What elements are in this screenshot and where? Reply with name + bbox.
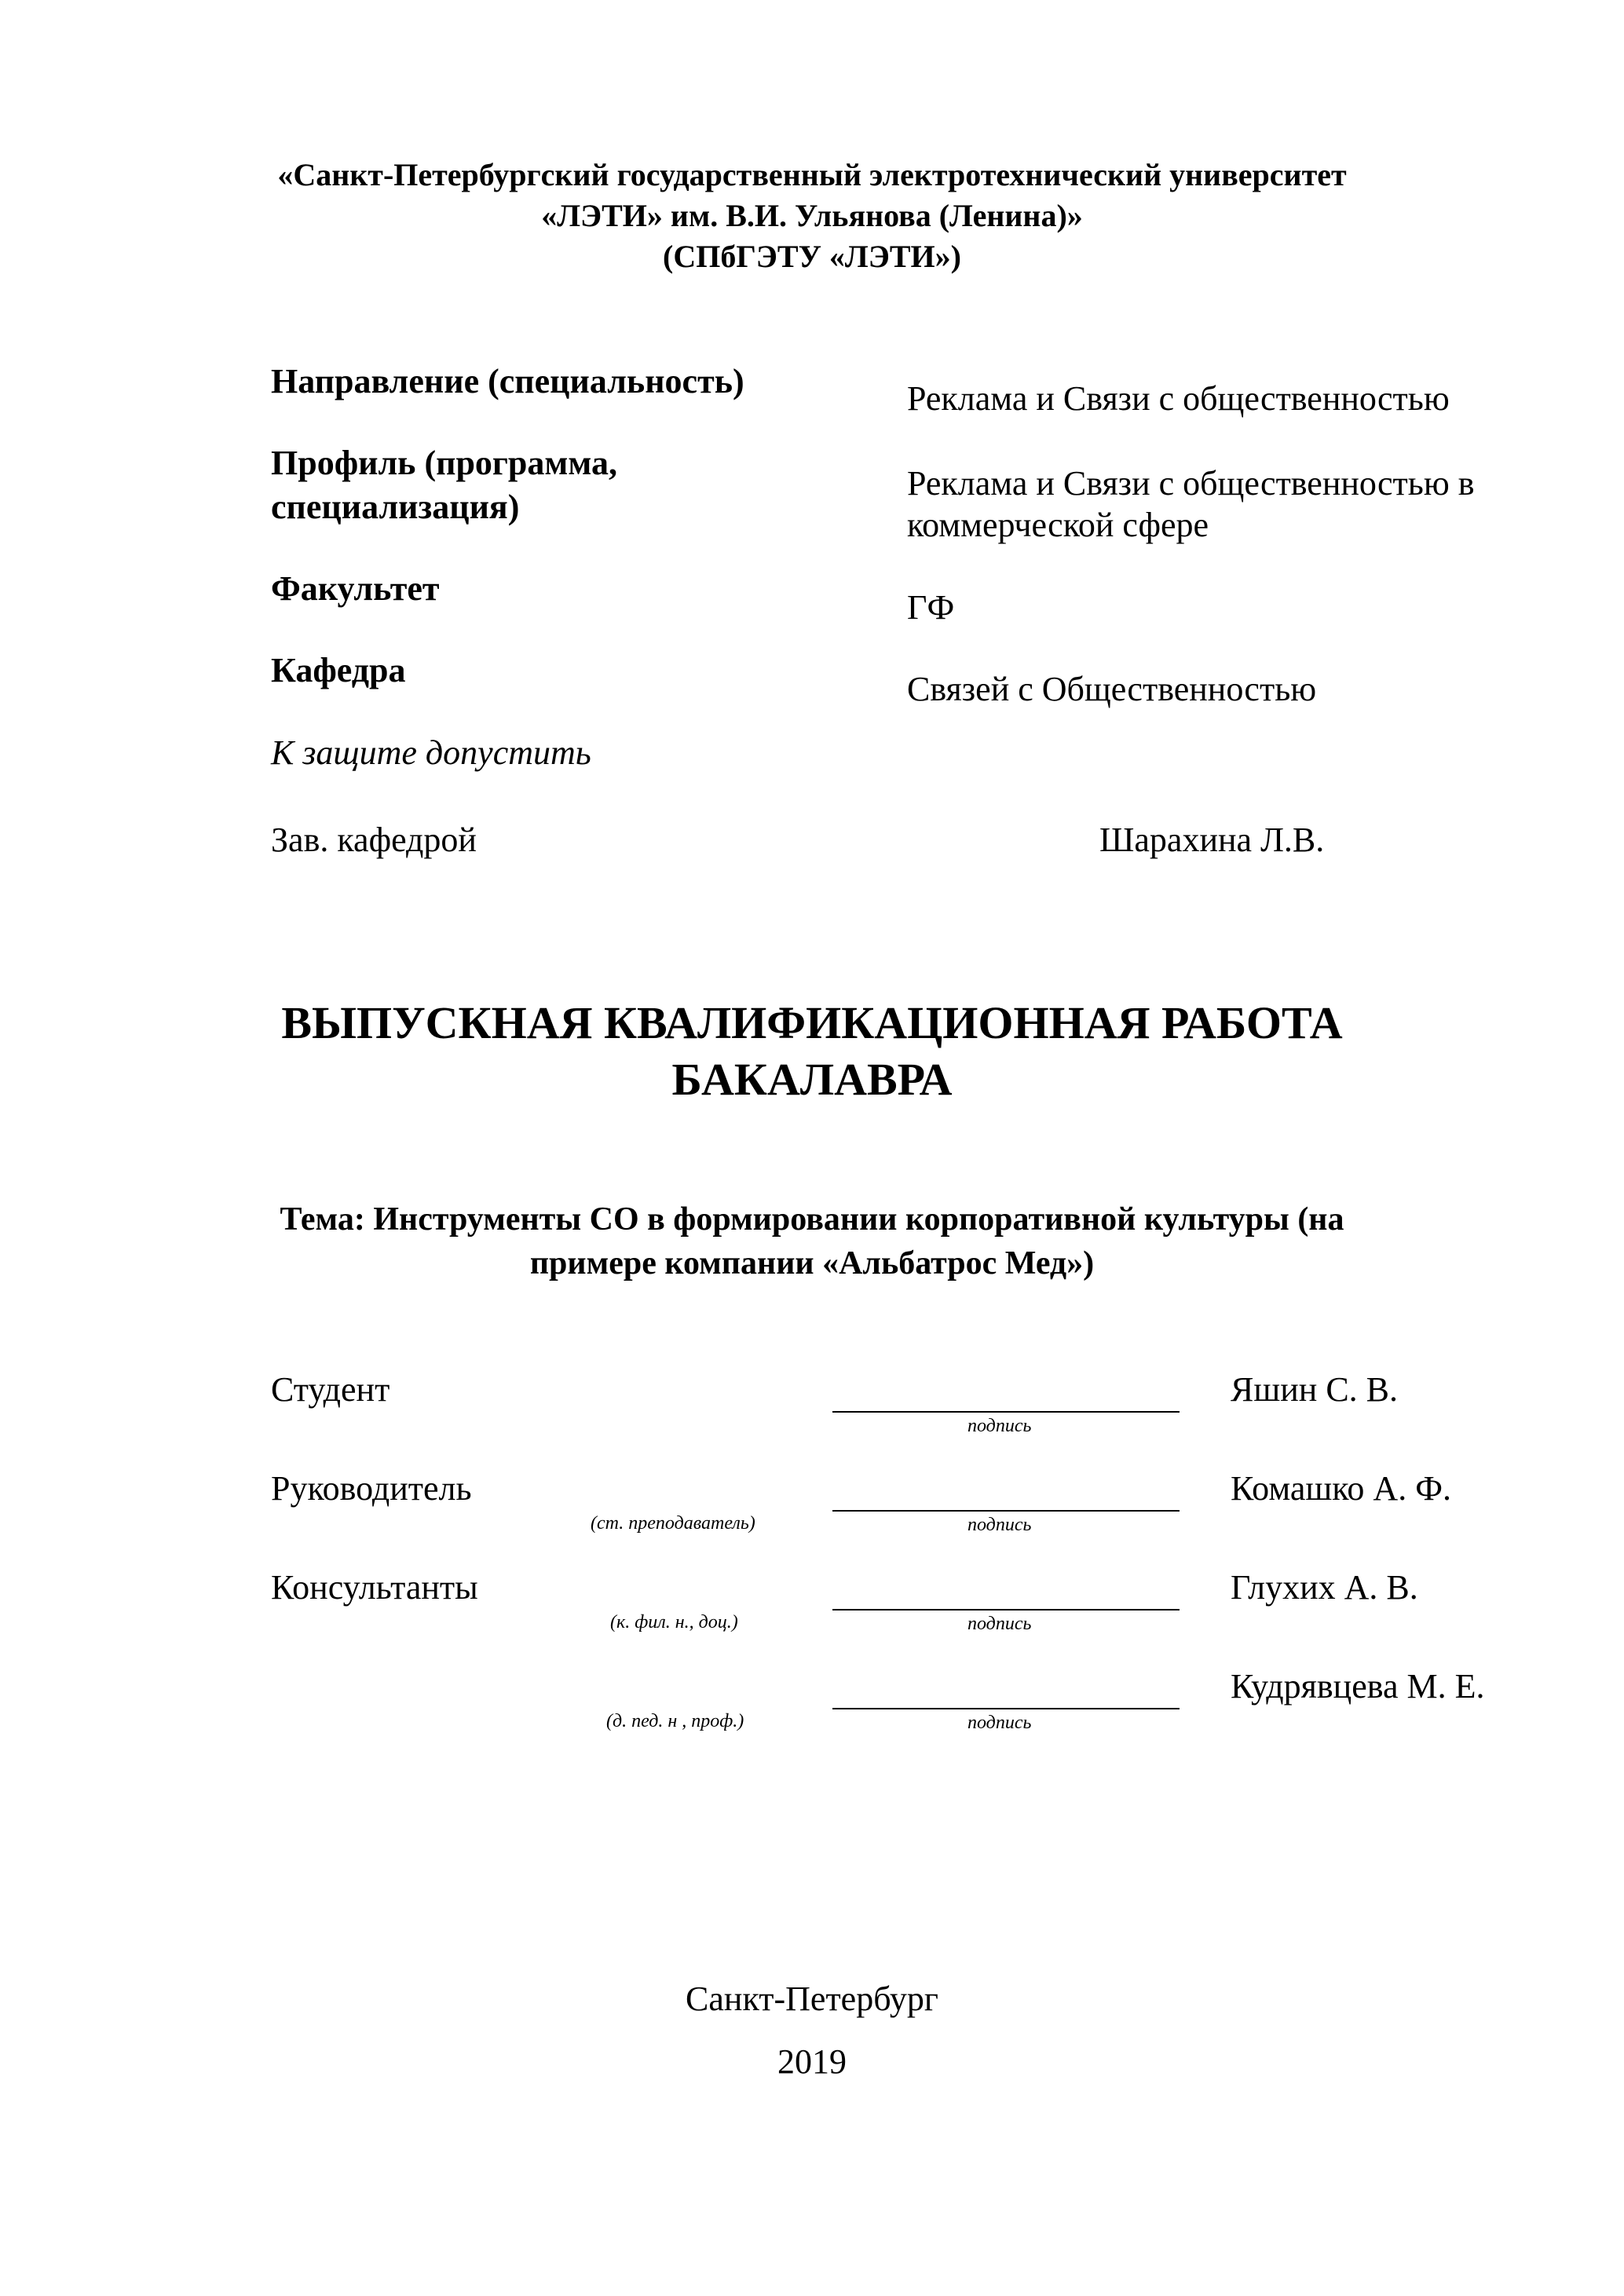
consultant-2-signature-caption: подпись (967, 1713, 1032, 1733)
city: Санкт-Петербург (686, 1980, 938, 2018)
department-label: Кафедра (271, 651, 406, 689)
student-signature-line (832, 1411, 1180, 1413)
consultant-2-signature-line (832, 1708, 1180, 1709)
supervisor-signature-line (832, 1510, 1180, 1512)
consultant-1-signature-caption: подпись (967, 1614, 1032, 1634)
department-head-name: Шарахина Л.В. (1099, 821, 1325, 859)
work-title-line-2: БАКАЛАВРА (671, 1054, 953, 1105)
profile-label-line-2: специализация) (271, 488, 520, 526)
university-name-line-2: «ЛЭТИ» им. В.И. Ульянова (Ленина)» (541, 198, 1083, 233)
consultant-1-name: Глухих А. В. (1231, 1568, 1418, 1607)
topic-line-2: примере компании «Альбатрос Мед») (529, 1245, 1095, 1281)
university-abbreviation: (СПбГЭТУ «ЛЭТИ») (663, 239, 961, 274)
student-name: Яшин С. В. (1231, 1370, 1399, 1409)
supervisor-signature-caption: подпись (967, 1515, 1032, 1535)
profile-label-line-1: Профиль (программа, (271, 444, 618, 482)
supervisor-role: Руководитель (271, 1469, 472, 1508)
student-signature-caption: подпись (967, 1416, 1032, 1436)
profile-value-line-2: коммерческой сфере (907, 506, 1209, 544)
admission-text: К защите допустить (271, 733, 591, 772)
direction-label: Направление (специальность) (271, 362, 744, 400)
year: 2019 (777, 2042, 847, 2081)
profile-value-line-1: Реклама и Связи с общественностью в (907, 464, 1475, 503)
work-title-line-1: ВЫПУСКНАЯ КВАЛИФИКАЦИОННАЯ РАБОТА (281, 997, 1343, 1048)
topic-line-1: Тема: Инструменты СО в формировании корпоративной культуры (на (280, 1201, 1344, 1238)
supervisor-position: (ст. преподаватель) (591, 1513, 755, 1534)
department-head-label: Зав. кафедрой (271, 821, 477, 859)
consultant-2-name: Кудрявцева М. Е. (1231, 1667, 1485, 1706)
faculty-label: Факультет (271, 569, 440, 608)
student-role: Студент (271, 1370, 390, 1409)
department-value: Связей с Общественностью (907, 670, 1317, 708)
university-name-line-1: «Санкт-Петербургский государственный электротехнический университет (277, 157, 1347, 192)
consultant-1-signature-line (832, 1609, 1180, 1610)
consultant-2-position: (д. пед. н , проф.) (606, 1711, 744, 1731)
supervisor-name: Комашко А. Ф. (1231, 1469, 1451, 1508)
consultant-1-position: (к. фил. н., доц.) (610, 1612, 738, 1632)
faculty-value: ГФ (907, 588, 955, 627)
direction-value: Реклама и Связи с общественностью (907, 379, 1450, 418)
consultants-role: Консультанты (271, 1568, 478, 1607)
